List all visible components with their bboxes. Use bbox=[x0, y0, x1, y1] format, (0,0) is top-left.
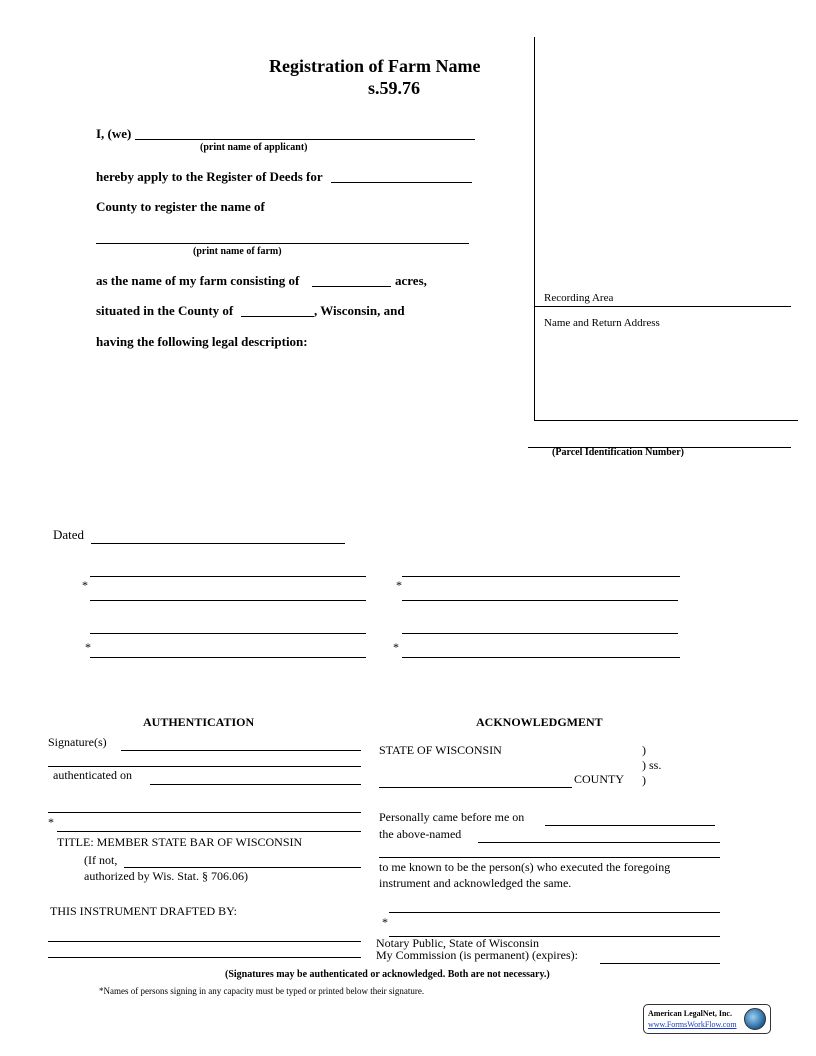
recording-area-border-left bbox=[534, 37, 535, 420]
signature-line-1-left[interactable] bbox=[90, 576, 366, 577]
signature-line-2-left[interactable] bbox=[90, 633, 366, 634]
signature-line-2-right[interactable] bbox=[402, 633, 678, 634]
signature-asterisk-1-right: * bbox=[396, 578, 402, 592]
venue-ss: ) ss. bbox=[642, 758, 662, 772]
notary-asterisk: * bbox=[382, 915, 388, 929]
register-county-line[interactable] bbox=[331, 182, 472, 183]
auth-separator-line bbox=[48, 766, 361, 767]
acknowledgment-heading: ACKNOWLEDGMENT bbox=[476, 715, 603, 729]
authenticated-on-label: authenticated on bbox=[53, 768, 132, 782]
printed-name-line-2-left[interactable] bbox=[90, 657, 366, 658]
printed-name-line-1-left[interactable] bbox=[90, 600, 366, 601]
acres-line[interactable] bbox=[312, 286, 391, 287]
if-not-label: (If not, bbox=[84, 853, 118, 867]
recording-area-label: Recording Area bbox=[544, 292, 614, 304]
authentication-heading: AUTHENTICATION bbox=[143, 715, 255, 729]
commission-label: My Commission (is permanent) (expires): bbox=[376, 948, 578, 962]
apply-text: hereby apply to the Register of Deeds for bbox=[96, 169, 323, 184]
venue-paren-1: ) bbox=[642, 743, 646, 757]
parcel-id-label: (Parcel Identification Number) bbox=[552, 447, 685, 458]
dated-label: Dated bbox=[53, 527, 85, 542]
title-member-label: TITLE: MEMBER STATE BAR OF WISCONSIN bbox=[57, 835, 303, 849]
signature-asterisk-2-right: * bbox=[393, 640, 399, 654]
situated-suffix: , Wisconsin, and bbox=[314, 303, 405, 318]
auth-name-line[interactable] bbox=[57, 831, 361, 832]
signature-asterisk-1-left: * bbox=[82, 578, 88, 592]
printed-name-line-2-right[interactable] bbox=[402, 657, 680, 658]
globe-icon bbox=[744, 1008, 766, 1030]
auth-signer-line[interactable] bbox=[48, 812, 361, 813]
above-named-line-2[interactable] bbox=[379, 857, 720, 858]
personally-came-line[interactable] bbox=[545, 825, 715, 826]
auth-signature-line[interactable] bbox=[121, 750, 361, 751]
acres-prefix: as the name of my farm consisting of bbox=[96, 273, 300, 288]
recording-area-divider bbox=[534, 306, 791, 307]
signature-line-1-right[interactable] bbox=[402, 576, 680, 577]
if-not-line[interactable] bbox=[124, 867, 361, 868]
drafted-by-line-2[interactable] bbox=[48, 957, 361, 958]
state-label: STATE OF WISCONSIN bbox=[379, 743, 502, 757]
known-text-line-1: to me known to be the person(s) who executed the foregoing bbox=[379, 860, 671, 874]
drafted-by-line-1[interactable] bbox=[48, 941, 361, 942]
acres-suffix: acres, bbox=[395, 273, 427, 288]
county-text: County to register the name of bbox=[96, 199, 265, 214]
applicant-hint: (print name of applicant) bbox=[200, 142, 308, 153]
ack-county-line[interactable] bbox=[379, 787, 572, 788]
known-text-line-2: instrument and acknowledged the same. bbox=[379, 876, 572, 890]
situated-prefix: situated in the County of bbox=[96, 303, 234, 318]
printed-name-line-1-right[interactable] bbox=[402, 600, 678, 601]
dated-line[interactable] bbox=[91, 543, 345, 544]
farm-name-line[interactable] bbox=[96, 243, 469, 244]
legal-description-label: having the following legal description: bbox=[96, 334, 308, 349]
venue-paren-3: ) bbox=[642, 773, 646, 787]
drafted-by-label: THIS INSTRUMENT DRAFTED BY: bbox=[50, 904, 238, 918]
situated-county-line[interactable] bbox=[241, 316, 314, 317]
commission-line[interactable] bbox=[600, 963, 720, 964]
applicant-prefix: I, (we) bbox=[96, 126, 132, 141]
applicant-name-line[interactable] bbox=[135, 139, 475, 140]
publisher-name: American LegalNet, Inc. bbox=[648, 1009, 732, 1018]
publisher-url[interactable]: www.FormsWorkFlow.com bbox=[648, 1020, 737, 1029]
footer-note-2: *Names of persons signing in any capacity must be typed or printed below their signature. bbox=[99, 986, 425, 996]
ack-county-label: COUNTY bbox=[574, 772, 624, 786]
signature-asterisk-2-left: * bbox=[85, 640, 91, 654]
auth-asterisk: * bbox=[48, 815, 54, 829]
farm-hint: (print name of farm) bbox=[193, 246, 282, 257]
statute-number: s.59.76 bbox=[368, 78, 421, 98]
notary-public-label: Notary Public, State of Wisconsin bbox=[376, 936, 539, 950]
publisher-logo[interactable] bbox=[643, 1004, 771, 1034]
above-named-label: the above-named bbox=[379, 827, 462, 841]
auth-signature-label: Signature(s) bbox=[48, 735, 107, 749]
personally-came-label: Personally came before me on bbox=[379, 810, 525, 824]
footer-note-1: (Signatures may be authenticated or acknowledged. Both are not necessary.) bbox=[225, 969, 550, 980]
recording-area-border-bottom bbox=[534, 420, 798, 421]
page-title: Registration of Farm Name bbox=[269, 56, 481, 76]
return-address-label: Name and Return Address bbox=[544, 317, 660, 329]
notary-signature-line[interactable] bbox=[389, 912, 720, 913]
authenticated-on-line[interactable] bbox=[150, 784, 361, 785]
authorized-by-label: authorized by Wis. Stat. § 706.06) bbox=[84, 869, 248, 883]
above-named-line[interactable] bbox=[478, 842, 720, 843]
